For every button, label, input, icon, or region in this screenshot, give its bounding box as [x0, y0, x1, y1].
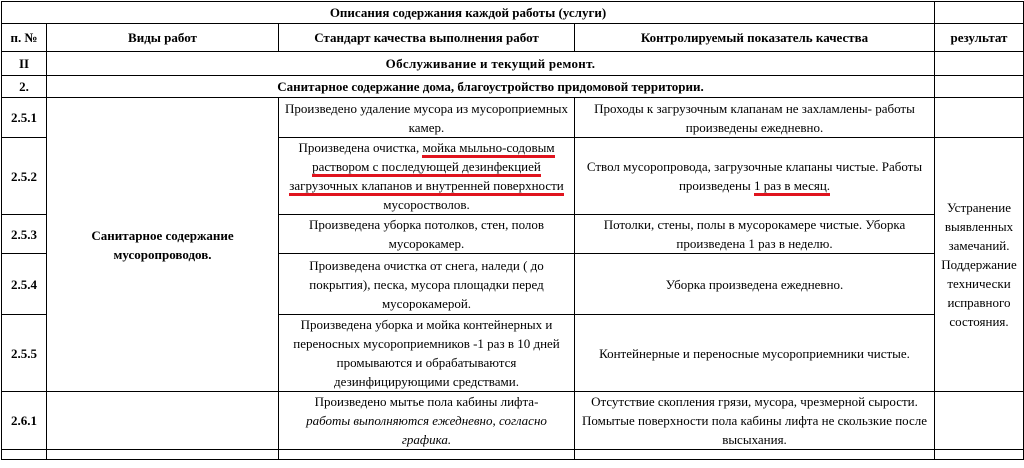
standard-text-plain: Произведена очистка,	[298, 140, 423, 155]
col-header-result: результат	[935, 24, 1024, 52]
col-header-num: п. №	[2, 24, 47, 52]
subsection-title: Санитарное содержание дома, благоустройство придомовой территории.	[47, 76, 935, 98]
table-title: Описания содержания каждой работы (услуги)	[2, 2, 935, 24]
row-indicator: Потолки, стены, полы в мусорокамере чистые. Уборка произведена 1 раз в неделю.	[575, 215, 935, 254]
col-header-kind: Виды работ	[47, 24, 279, 52]
row-number: 2.6.1	[2, 392, 47, 450]
blank-cell	[2, 450, 47, 460]
row-number: 2.5.4	[2, 254, 47, 315]
blank-cell	[935, 450, 1024, 460]
row-standard: Произведена уборка и мойка контейнерных и переносных мусороприемников -1 раз в 10 дней промываются и обрабатываются дезинфицирующими средствами.	[279, 315, 575, 392]
standard-text-plain: мусоростволов.	[383, 197, 470, 212]
row-number: 2.5.5	[2, 315, 47, 392]
row-number: 2.5.1	[2, 98, 47, 138]
highlighted-text: 1 раз в месяц.	[754, 178, 830, 196]
table-row-partial	[2, 450, 1024, 460]
col-header-indicator: Контролируемый показатель качества	[575, 24, 935, 52]
quality-table	[1, 1, 1024, 460]
result-text: Устранение выявленных замечаний. Поддержание технически исправного состояния.	[935, 138, 1024, 392]
row-indicator: Отсутствие скопления грязи, мусора, чрезмерной сырости. Помытые поверхности пола кабины лифта не скользкие после высыхания.	[575, 392, 935, 450]
row-indicator: Контейнерные и переносные мусороприемники чистые.	[575, 315, 935, 392]
row-standard: Произведена очистка от снега, наледи ( до покрытия), песка, мусора площадки перед мусорокамерой.	[279, 254, 575, 315]
standard-text-plain: Произведено мытье пола кабины лифта-	[314, 394, 539, 409]
row-standard	[279, 392, 575, 450]
standard-text-italic: работы выполняются ежедневно, согласно графика.	[306, 413, 547, 447]
subsection-empty-cell	[935, 76, 1024, 98]
indicator-text-plain: Ствол мусоропровода, загрузочные клапаны чистые. Работы произведены	[586, 159, 923, 193]
highlighted-text: загрузочных клапанов и внутренней поверхности	[289, 178, 564, 196]
row-standard	[279, 138, 575, 215]
work-kind-label: Санитарное содержание мусоропроводов.	[47, 98, 279, 392]
table-title-empty-cell	[935, 2, 1024, 24]
result-empty-cell	[935, 392, 1024, 450]
table-row	[2, 98, 1024, 138]
row-standard: Произведена уборка потолков, стен, полов мусорокамер.	[279, 215, 575, 254]
blank-cell	[279, 450, 575, 460]
row-indicator	[575, 138, 935, 215]
section-empty-cell	[935, 52, 1024, 76]
table-row	[2, 392, 1024, 450]
highlighted-text: мойка мыльно-содовым	[422, 140, 554, 158]
section-number: II	[2, 52, 47, 76]
row-standard: Произведено удаление мусора из мусороприемных камер.	[279, 98, 575, 138]
result-empty-cell	[935, 98, 1024, 138]
highlighted-text: раствором с последующей дезинфекцией	[312, 159, 541, 177]
blank-cell	[575, 450, 935, 460]
row-indicator: Уборка произведена ежедневно.	[575, 254, 935, 315]
row-indicator: Проходы к загрузочным клапанам не захламлены- работы произведены ежедневно.	[575, 98, 935, 138]
row-number: 2.5.2	[2, 138, 47, 215]
row-number: 2.5.3	[2, 215, 47, 254]
subsection-number: 2.	[2, 76, 47, 98]
section-title: Обслуживание и текущий ремонт.	[47, 52, 935, 76]
col-header-standard: Стандарт качества выполнения работ	[279, 24, 575, 52]
work-kind-empty-cell	[47, 392, 279, 450]
blank-cell	[47, 450, 279, 460]
